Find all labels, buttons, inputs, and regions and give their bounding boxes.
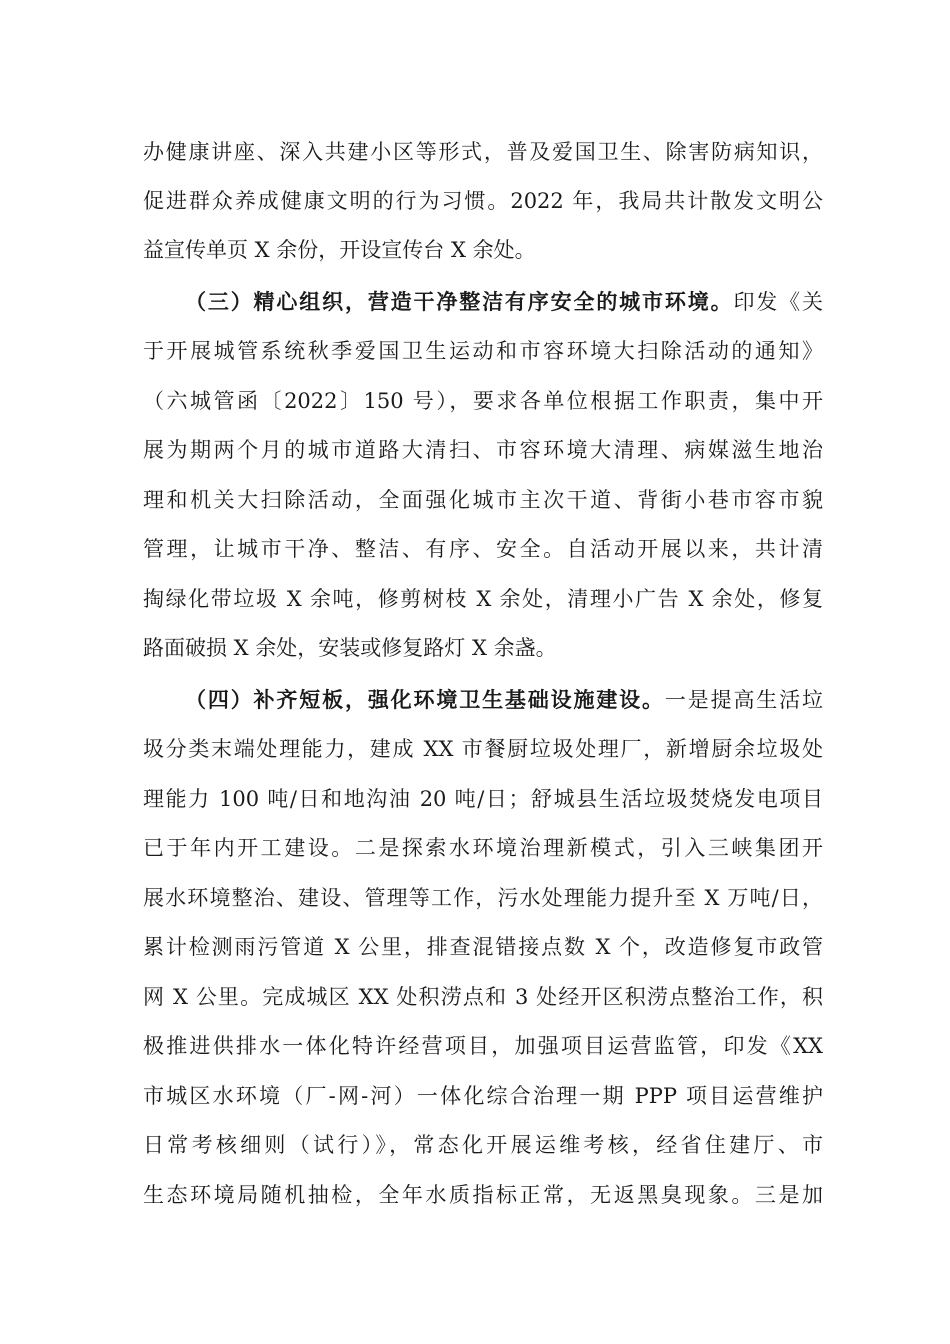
text-line: 益宣传单页 X 余份，开设宣传台 X 余处。 [143,238,536,262]
text-line: 理和机关大扫除活动，全面强化城市主次干道、背街小巷市容市貌 [143,488,823,512]
section-3-heading: （三）精心组织，营造干净整洁有序安全的城市环境。 [185,290,734,314]
section-3-first-line-text: 印发《关 [733,290,824,314]
section-4-first-line-text: 一是提高生活垃 [664,688,824,712]
text-line: 圾分类末端处理能力，建成 XX 市餐厨垃圾处理厂，新增厨余垃圾处 [143,737,823,761]
text-line: 极推进供排水一体化特许经营项目，加强项目运营监管，印发《XX [143,1034,823,1058]
text-line: 促进群众养成健康文明的行为习惯。2022 年，我局共计散发文明公 [143,189,823,213]
section-3-first-line [185,287,823,317]
text-line: 掏绿化带垃圾 X 余吨，修剪树枝 X 余处，清理小广告 X 余处，修复 [143,587,823,611]
text-line: 管理，让城市干净、整洁、有序、安全。自活动开展以来，共计清 [143,537,823,561]
text-line: 已于年内开工建设。二是探索水环境治理新模式，引入三峡集团开 [143,836,823,860]
text-line: 理能力 100 吨/日和地沟油 20 吨/日；舒城县生活垃圾焚烧发电项目 [143,787,823,811]
section-4-first-line [185,685,823,715]
text-line: 展水环境整治、建设、管理等工作，污水处理能力提升至 X 万吨/日， [143,886,823,910]
text-line: 累计检测雨污管道 X 公里，排查混错接点数 X 个，改造修复市政管 [143,935,823,959]
text-line: 于开展城管系统秋季爱国卫生运动和市容环境大扫除活动的通知》 [143,339,823,363]
text-line: （六城管函〔2022〕150 号），要求各单位根据工作职责，集中开 [143,389,823,413]
text-line: 市城区水环境（厂-网-河）一体化综合治理一期 PPP 项目运营维护 [143,1084,823,1108]
text-line: 办健康讲座、深入共建小区等形式，普及爱国卫生、除害防病知识， [143,140,823,164]
text-line: 网 X 公里。完成城区 XX 处积涝点和 3 处经开区积涝点整治工作，积 [143,985,823,1009]
text-line: 路面破损 X 余处，安装或修复路灯 X 余盏。 [143,636,557,660]
section-4-heading: （四）补齐短板，强化环境卫生基础设施建设。 [185,688,665,712]
text-line: 日常考核细则（试行）》，常态化开展运维考核，经省住建厅、市 [143,1133,823,1157]
text-line: 展为期两个月的城市道路大清扫、市容环境大清理、病媒滋生地治 [143,438,823,462]
text-line: 生态环境局随机抽检，全年水质指标正常，无返黑臭现象。三是加 [143,1183,823,1207]
